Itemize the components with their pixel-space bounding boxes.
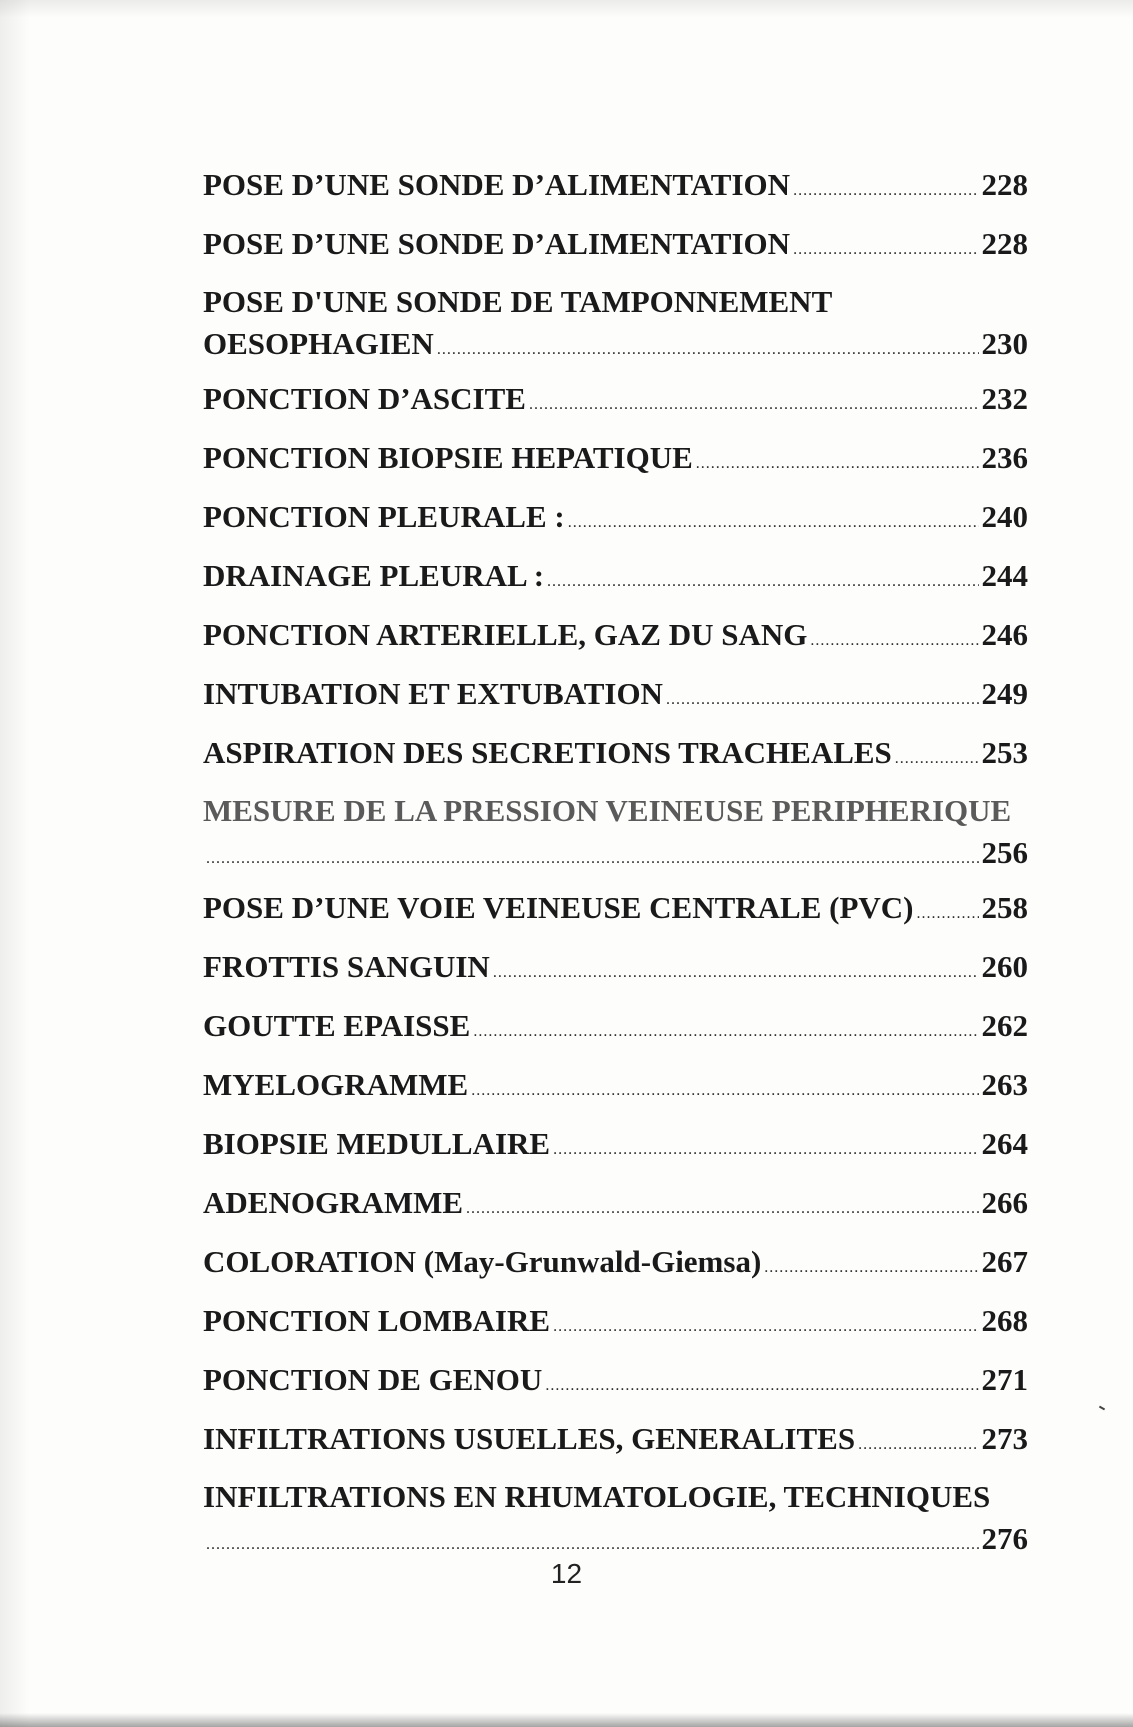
- toc-entry[interactable]: [203, 549, 1028, 608]
- toc-entry-page: 253: [981, 735, 1028, 770]
- toc-entry-title: COLORATION (May-Grunwald-Giemsa): [203, 1244, 762, 1279]
- toc-entry[interactable]: [203, 667, 1028, 726]
- dot-leader: [545, 1359, 978, 1412]
- toc-entry-title: FROTTIS SANGUIN: [203, 949, 490, 984]
- dot-leader: [810, 614, 978, 667]
- toc-entry[interactable]: [203, 1117, 1028, 1176]
- toc-entry[interactable]: [203, 1058, 1028, 1117]
- dot-leader: [437, 328, 979, 372]
- toc-entry-title: PONCTION D’ASCITE: [203, 381, 526, 416]
- toc-entry[interactable]: [203, 217, 1028, 276]
- scan-artifact: [1099, 1406, 1105, 1411]
- dot-leader: [895, 732, 979, 785]
- toc-entry-page: 258: [981, 890, 1028, 925]
- toc-entry[interactable]: [203, 881, 1028, 940]
- table-of-contents: [203, 158, 1028, 1567]
- toc-entry[interactable]: [203, 490, 1028, 549]
- dot-leader: [568, 496, 979, 549]
- toc-entry[interactable]: [203, 608, 1028, 667]
- toc-entry-page: 249: [981, 676, 1028, 711]
- toc-entry-page: 267: [981, 1244, 1028, 1279]
- toc-entry-title: INFILTRATIONS USUELLES, GENERALITES: [203, 1421, 856, 1456]
- dot-leader: [666, 673, 979, 726]
- toc-entry[interactable]: [203, 282, 1028, 372]
- toc-entry-title: OESOPHAGIEN: [203, 326, 434, 361]
- dot-leader: [471, 1064, 978, 1117]
- toc-entry-page: 271: [981, 1362, 1028, 1397]
- toc-entry-page: 244: [981, 558, 1028, 593]
- dot-leader: [696, 437, 979, 490]
- toc-entry-page: 246: [981, 617, 1028, 652]
- toc-entry-title: INTUBATION ET EXTUBATION: [203, 676, 663, 711]
- toc-entry-title: ASPIRATION DES SECRETIONS TRACHEALES: [203, 735, 892, 770]
- toc-entry-page: 273: [981, 1421, 1028, 1456]
- toc-entry-page: 240: [981, 499, 1028, 534]
- toc-entry-title: DRAINAGE PLEURAL :: [203, 558, 545, 593]
- toc-entry-page: 263: [981, 1067, 1028, 1102]
- toc-entry-title: POSE D’UNE SONDE D’ALIMENTATION: [203, 226, 791, 261]
- toc-entry-title: PONCTION DE GENOU: [203, 1362, 543, 1397]
- toc-entry-page: 268: [981, 1303, 1028, 1338]
- page-number: 12: [550, 1558, 583, 1589]
- toc-entry-page: 230: [981, 326, 1028, 361]
- toc-entry-page: 260: [981, 949, 1028, 984]
- scan-shadow-left: [0, 0, 30, 1727]
- dot-leader: [764, 1241, 978, 1294]
- toc-entry-title: PONCTION BIOPSIE HEPATIQUE: [203, 440, 693, 475]
- toc-entry[interactable]: [203, 1353, 1028, 1412]
- toc-entry-page: 228: [981, 167, 1028, 202]
- toc-entry[interactable]: [203, 1412, 1028, 1471]
- dot-leader: [858, 1418, 978, 1471]
- toc-entry-title: BIOPSIE MEDULLAIRE: [203, 1126, 551, 1161]
- toc-entry[interactable]: [203, 726, 1028, 785]
- toc-entry-page: 262: [981, 1008, 1028, 1043]
- toc-entry[interactable]: [203, 1294, 1028, 1353]
- toc-entry-page: 236: [981, 440, 1028, 475]
- dot-leader: [547, 555, 978, 608]
- toc-entry-title: PONCTION ARTERIELLE, GAZ DU SANG: [203, 617, 808, 652]
- toc-entry-title-line1: MESURE DE LA PRESSION VEINEUSE PERIPHERIQUE: [203, 793, 1012, 828]
- dot-leader: [529, 378, 979, 431]
- toc-entry-title: PONCTION PLEURALE :: [203, 499, 565, 534]
- toc-entry-title: MYELOGRAMME: [203, 1067, 469, 1102]
- toc-entry-page: 228: [981, 226, 1028, 261]
- dot-leader: [553, 1123, 978, 1176]
- toc-entry-title: POSE D’UNE VOIE VEINEUSE CENTRALE (PVC): [203, 890, 914, 925]
- dot-leader: [473, 1005, 978, 1058]
- toc-entry-page: 256: [981, 835, 1028, 870]
- toc-entry[interactable]: [203, 431, 1028, 490]
- toc-entry[interactable]: [203, 1477, 1028, 1567]
- toc-entry-title: GOUTTE EPAISSE: [203, 1008, 471, 1043]
- toc-entry[interactable]: [203, 940, 1028, 999]
- toc-entry[interactable]: [203, 1235, 1028, 1294]
- dot-leader: [793, 164, 978, 217]
- scan-shadow-bottom: [0, 1713, 1133, 1727]
- toc-entry-page: 266: [981, 1185, 1028, 1220]
- toc-entry-title: PONCTION LOMBAIRE: [203, 1303, 551, 1338]
- dot-leader: [493, 946, 979, 999]
- scan-shadow-top: [0, 0, 1133, 18]
- dot-leader: [793, 223, 978, 276]
- toc-entry[interactable]: [203, 372, 1028, 431]
- dot-leader: [206, 837, 979, 881]
- toc-entry-title-line1: POSE D'UNE SONDE DE TAMPONNEMENT: [203, 284, 833, 319]
- dot-leader: [553, 1300, 978, 1353]
- toc-entry-title: ADENOGRAMME: [203, 1185, 464, 1220]
- toc-entry[interactable]: [203, 791, 1028, 881]
- toc-entry-page: 276: [981, 1521, 1028, 1556]
- toc-entry-page: 232: [981, 381, 1028, 416]
- toc-entry[interactable]: [203, 158, 1028, 217]
- toc-entry-title: POSE D’UNE SONDE D’ALIMENTATION: [203, 167, 791, 202]
- dot-leader: [466, 1182, 978, 1235]
- dot-leader: [917, 887, 979, 940]
- toc-entry-page: 264: [981, 1126, 1028, 1161]
- toc-entry[interactable]: [203, 1176, 1028, 1235]
- toc-entry[interactable]: [203, 999, 1028, 1058]
- toc-entry-title-line1: INFILTRATIONS EN RHUMATOLOGIE, TECHNIQUES: [203, 1479, 991, 1514]
